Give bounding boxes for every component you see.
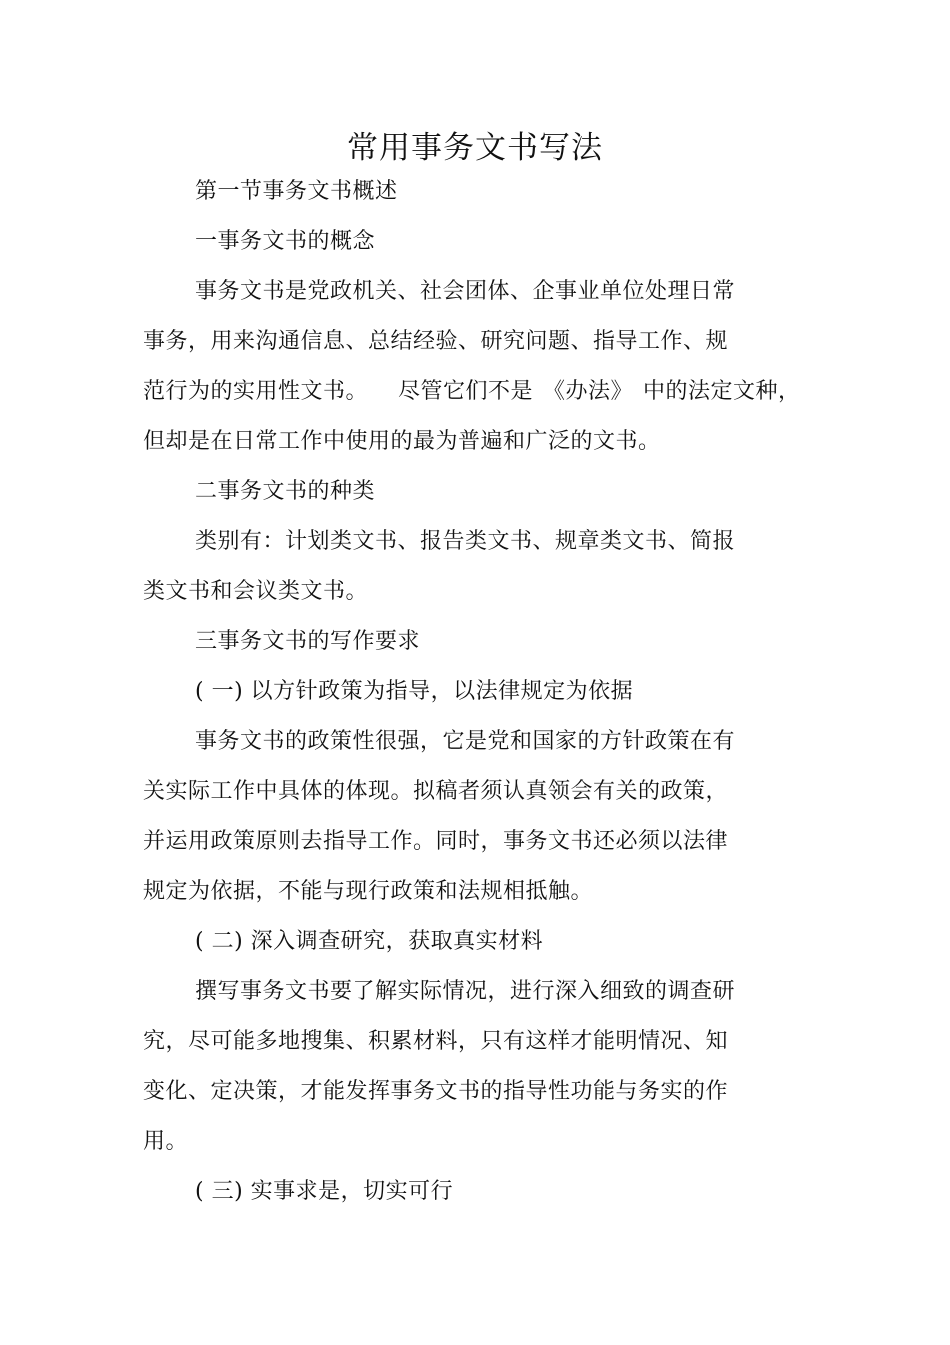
text-fragment: 《办法》: [543, 379, 634, 404]
paragraph-line: 撰写事务文书要了解实际情况，进行深入细致的调查研: [195, 979, 736, 1004]
subsection-heading: 三事务文书的写作要求: [195, 629, 421, 654]
paragraph-line: 变化、定决策，才能发挥事务文书的指导性功能与务实的作: [143, 1079, 729, 1104]
paragraph-line: 关实际工作中具体的体现。拟稿者须认真领会有关的政策，: [143, 779, 729, 804]
paragraph-line: 事务文书是党政机关、社会团体、企事业单位处理日常: [195, 279, 736, 304]
paragraph-line: [143, 378, 801, 406]
paragraph-line: 究，尽可能多地搜集、积累材料，只有这样才能明情况、知: [143, 1029, 729, 1054]
paragraph-line: 规定为依据，不能与现行政策和法规相抵触。: [143, 879, 594, 904]
paragraph-line: 类文书和会议类文书。: [143, 579, 369, 604]
paragraph-line: 但却是在日常工作中使用的最为普遍和广泛的文书。: [143, 429, 661, 454]
paragraph-line: 类别有：计划类文书、报告类文书、规章类文书、简报: [195, 529, 736, 554]
document-title: 常用事务文书写法: [347, 130, 603, 166]
section-heading: 第一节事务文书概述: [195, 179, 398, 204]
text-fragment: 范行为的实用性文书。: [143, 379, 369, 404]
requirement-heading: ( 三) 实事求是，切实可行: [195, 1179, 454, 1204]
paragraph-line: 事务，用来沟通信息、总结经验、研究问题、指导工作、规: [143, 329, 729, 354]
paragraph-line: 并运用政策原则去指导工作。同时，事务文书还必须以法律: [143, 829, 729, 854]
paragraph-line: 事务文书的政策性很强，它是党和国家的方针政策在有: [195, 729, 736, 754]
text-fragment: 尽管它们不是: [398, 379, 534, 404]
paragraph-line: 用。: [143, 1129, 189, 1154]
requirement-heading: ( 一) 以方针政策为指导，以法律规定为依据: [195, 679, 634, 704]
subsection-heading: 二事务文书的种类: [195, 479, 376, 504]
requirement-heading: ( 二) 深入调查研究，获取真实材料: [195, 929, 544, 954]
subsection-heading: 一事务文书的概念: [195, 229, 376, 254]
text-fragment: 中的法定文种，: [643, 379, 801, 404]
